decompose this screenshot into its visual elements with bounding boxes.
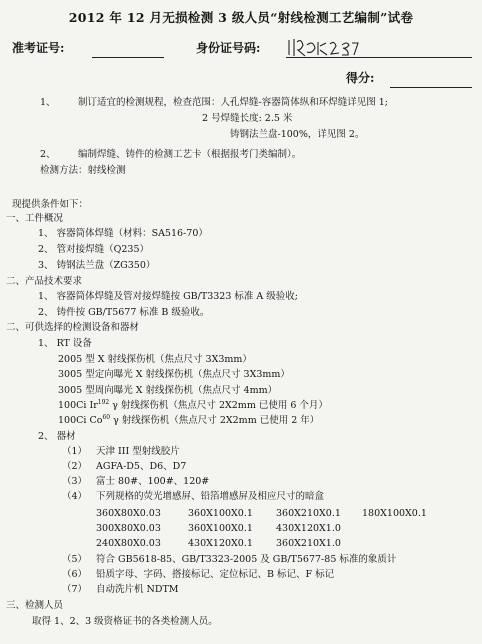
exam-number-blank[interactable] — [92, 57, 164, 58]
screen-size: 180X100X0.1 — [362, 508, 427, 519]
material-number: （3） — [62, 476, 88, 487]
material-item: 符合 GB5618-85、GB/T3323-2005 及 GB/T5677-85 标准的象质计 — [96, 554, 397, 565]
exam-number-label: 准考证号: — [12, 41, 65, 55]
section-1-item: 1、 容器筒体焊缝（材料：SA516-70） — [38, 228, 208, 239]
material-number: （2） — [62, 461, 88, 472]
material-number: （7） — [62, 584, 88, 595]
material-number: （4） — [62, 491, 88, 502]
score-label: 得分: — [346, 71, 375, 85]
screen-size: 360X100X0.1 — [188, 508, 253, 519]
material-number: （1） — [62, 446, 88, 457]
id-number-label: 身份证号码: — [196, 41, 261, 55]
ir192-equipment: 100Ci Ir$^{192}$ γ 射线探伤机（焦点尺寸 2X2mm 已使用 6 个月） — [58, 398, 328, 411]
materials-label: 2、 器材 — [38, 431, 76, 442]
screen-size: 430X120X1.0 — [276, 523, 341, 534]
q1-line3: 铸钢法兰盘-100%，详见图 2。 — [230, 129, 365, 140]
provided-line: 现提供条件如下： — [12, 199, 89, 210]
section-3-title: 二、可供选择的检测设备和器材 — [6, 322, 140, 333]
material-item: 自动洗片机 NDTM — [96, 584, 179, 595]
section-4-text: 取得 1、2、3 级资格证书的各类检测人员。 — [32, 616, 218, 627]
screen-size: 360X100X0.1 — [188, 523, 253, 534]
screen-size: 360X210X0.1 — [276, 508, 341, 519]
rt-equipment-label: 1、 RT 设备 — [38, 338, 92, 349]
material-item: 铅质字母、字码、搭接标记、定位标记、B 标记、F 标记 — [96, 569, 335, 580]
section-1-title: 一、工件概况 — [6, 213, 64, 224]
exam-title: 2012 年 12 月无损检测 3 级人员“射线检测工艺编制”试卷 — [68, 10, 414, 25]
rt-equipment-item: 3005 型定向曝光 X 射线探伤机（焦点尺寸 3X3mm） — [58, 369, 290, 380]
id-number-blank[interactable] — [286, 57, 472, 58]
material-number: （6） — [62, 569, 88, 580]
material-item: 下列规格的荧光增感屏、铅箔增感屏及相应尺寸的暗盒 — [96, 491, 325, 502]
material-item: 天津 III 型射线胶片 — [96, 446, 180, 457]
section-4-title: 三、检测人员 — [6, 600, 64, 611]
rt-equipment-item: 3005 型周向曝光 X 射线探伤机（焦点尺寸 4mm） — [58, 385, 278, 396]
score-blank[interactable] — [390, 87, 472, 88]
screen-size: 360X80X0.03 — [96, 508, 161, 519]
section-1-item: 3、 铸钢法兰盘（ZG350） — [38, 260, 156, 271]
handwritten-signature — [286, 36, 362, 58]
section-2-item: 2、 铸件按 GB/T5677 标准 B 级验收。 — [38, 307, 210, 318]
q2-text: 编制焊缝、铸件的检测工艺卡（根据报考门类编制）。 — [78, 149, 302, 160]
rt-equipment-item: 2005 型 X 射线探伤机（焦点尺寸 3X3mm） — [58, 354, 252, 365]
screen-size: 430X120X0.1 — [188, 538, 253, 549]
q1-line2: 2 号焊缝长度: 2.5 米 — [202, 113, 293, 124]
material-item: AGFA-D5、D6、D7 — [96, 461, 187, 472]
screen-size: 240X80X0.03 — [96, 538, 161, 549]
method-line: 检测方法：射线检测 — [40, 165, 126, 176]
material-number: （5） — [62, 554, 88, 565]
section-1-item: 2、 管对接焊缝（Q235） — [38, 244, 149, 255]
co60-equipment: 100Ci Co$^{60}$ γ 射线探伤机（焦点尺寸 2X2mm 已使用 2 年） — [58, 413, 320, 426]
material-item: 富士 80#、100#、120# — [96, 476, 210, 487]
screen-size: 300X80X0.03 — [96, 523, 161, 534]
q1-number: 1、 — [40, 97, 56, 108]
section-2-title: 二、产品技术要求 — [6, 276, 83, 287]
screen-size: 360X210X1.0 — [276, 538, 341, 549]
q2-number: 2、 — [40, 149, 56, 160]
section-2-item: 1、 容器筒体焊缝及管对接焊缝按 GB/T3323 标准 A 级验收; — [38, 291, 298, 302]
q1-text: 制订适宜的检测规程，检查范围：人孔焊缝-容器筒体纵和环焊缝详见图 1; — [78, 97, 388, 108]
